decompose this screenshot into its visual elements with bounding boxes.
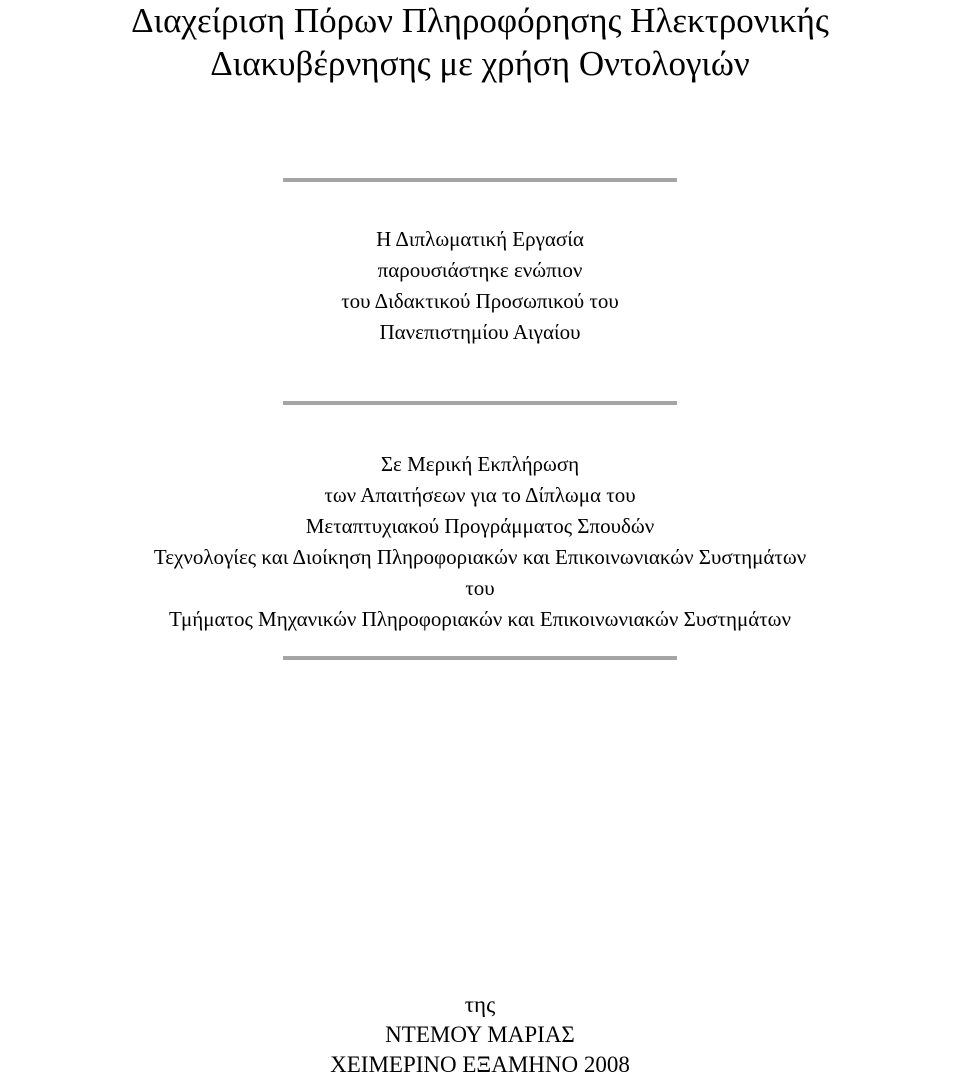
fulfillment-statement (0, 449, 960, 635)
presentation-line: του Διδακτικού Προσωπικού του (341, 289, 619, 313)
fulfillment-line: των Απαιτήσεων για το Δίπλωμα του (324, 483, 636, 507)
fulfillment-line: Μεταπτυχιακού Προγράμματος Σπουδών (305, 514, 655, 538)
author-name: ΝΤΕΜΟΥ ΜΑΡΙΑΣ (385, 1022, 575, 1047)
presentation-statement (0, 224, 960, 348)
horizontal-divider (283, 656, 677, 660)
thesis-title-line-2: Διακυβέρνησης με χρήση Οντολογιών (210, 44, 750, 83)
fulfillment-line: του (465, 576, 495, 600)
thesis-title-line-1: Διαχείριση Πόρων Πληροφόρησης Ηλεκτρονικής (131, 1, 829, 40)
author-block (0, 990, 960, 1080)
horizontal-divider (283, 178, 677, 182)
presentation-line: παρουσιάστηκε ενώπιον (377, 258, 583, 282)
presentation-line: Πανεπιστημίου Αιγαίου (379, 320, 581, 344)
horizontal-divider (283, 401, 677, 405)
fulfillment-line: Σε Μερική Εκπλήρωση (380, 452, 580, 476)
department-name: Τμήματος Μηχανικών Πληροφοριακών και Επικοινωνιακών Συστημάτων (169, 607, 791, 631)
program-name: Τεχνολογίες και Διοίκηση Πληροφοριακών και Επικοινωνιακών Συστημάτων (153, 545, 807, 569)
author-prefix: της (464, 992, 496, 1017)
presentation-line: Η Διπλωματική Εργασία (376, 227, 584, 251)
semester: ΧΕΙΜΕΡΙΝΟ ΕΞΑΜΗΝΟ 2008 (330, 1052, 630, 1077)
